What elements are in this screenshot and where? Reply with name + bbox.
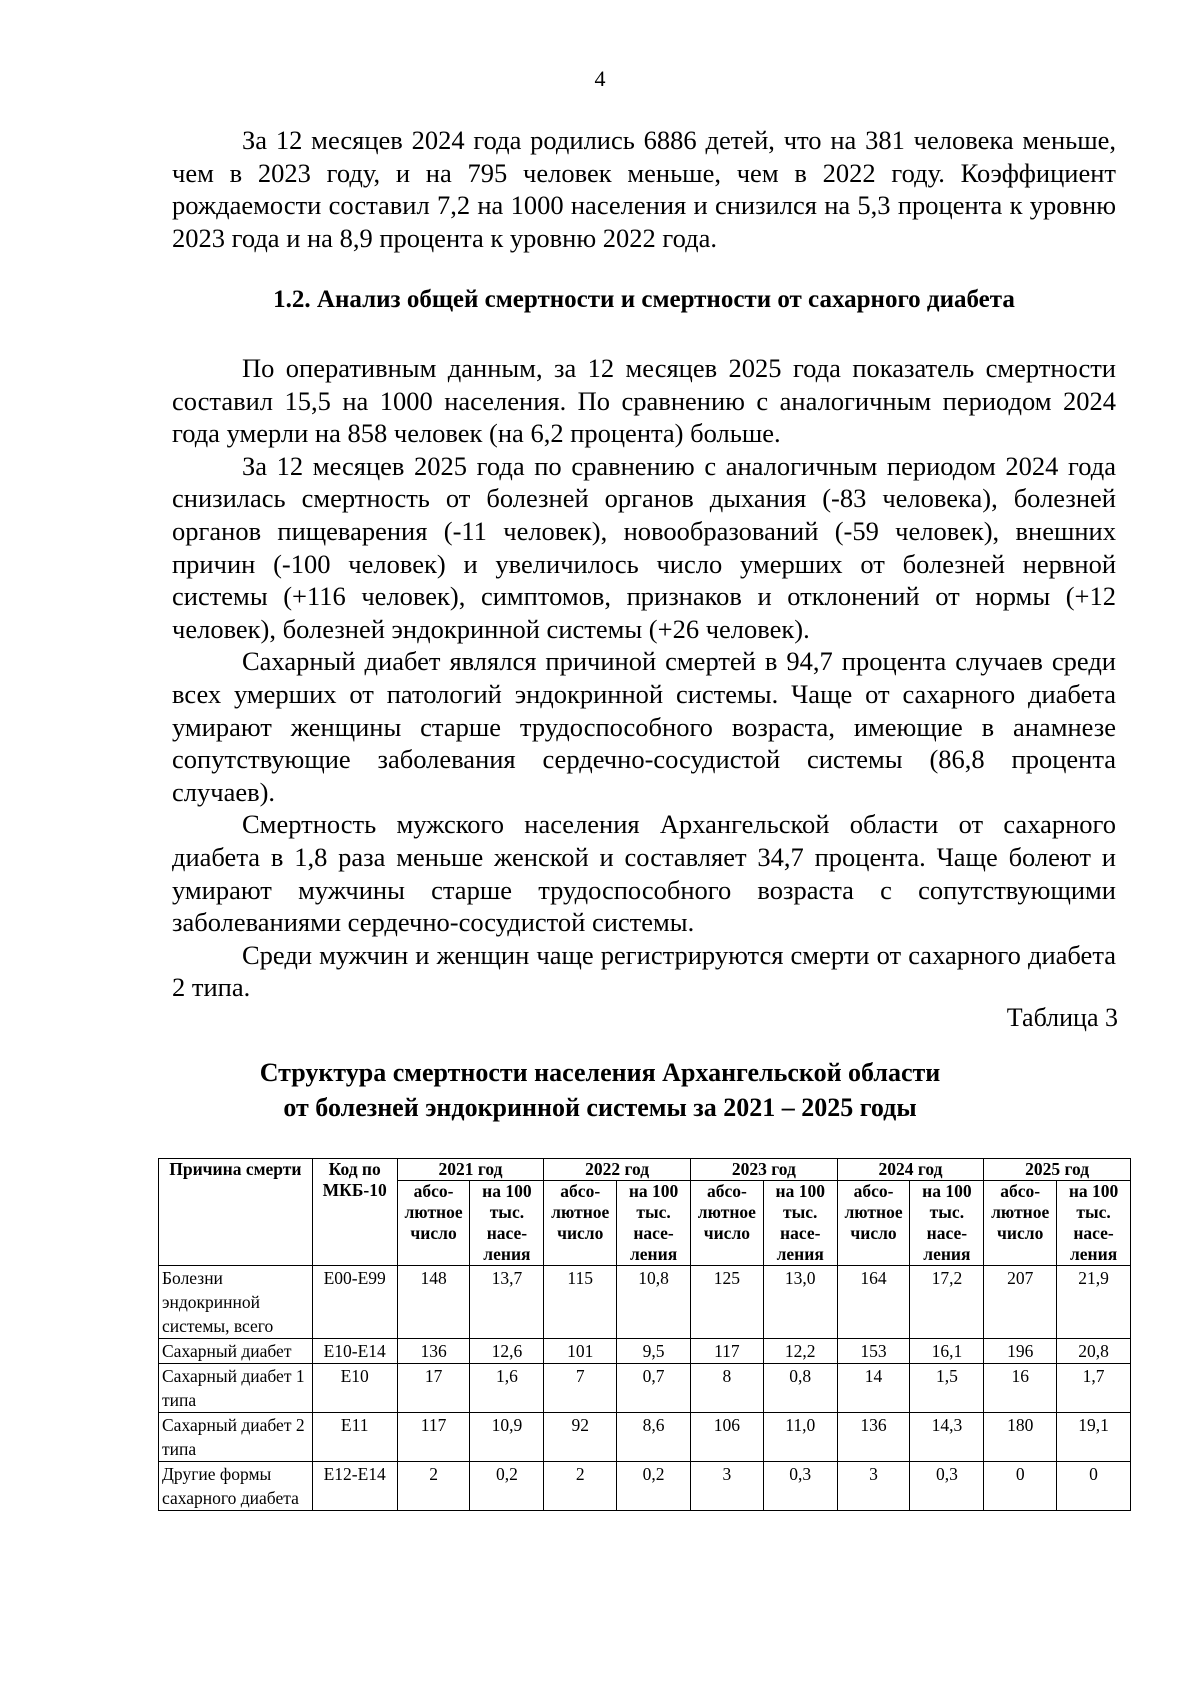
cause-cell: Болезни эндокринной системы, всего (159, 1266, 313, 1339)
value-cell: 101 (544, 1339, 617, 1364)
intro-text (172, 124, 1116, 254)
header-absolute: абсо-лютное число (690, 1181, 763, 1266)
header-code: Код по МКБ-10 (312, 1159, 397, 1266)
value-cell: 153 (837, 1339, 910, 1364)
value-cell: 125 (690, 1266, 763, 1339)
value-cell: 16 (984, 1364, 1057, 1413)
value-cell: 115 (544, 1266, 617, 1339)
header-rate: на 100 тыс. насе-ления (470, 1181, 544, 1266)
value-cell: 0,7 (617, 1364, 691, 1413)
value-cell: 106 (690, 1413, 763, 1462)
header-absolute: абсо-лютное число (397, 1181, 470, 1266)
table-title (0, 1055, 1200, 1125)
value-cell: 0,8 (763, 1364, 837, 1413)
code-cell: Е10 (312, 1364, 397, 1413)
value-cell: 1,7 (1057, 1364, 1131, 1413)
paragraph: За 12 месяцев 2025 года по сравнению с аналогичным периодом 2024 года снизилась смертность от болезней органов дыхания (-83 человека), болезней органов пищеварения (-11 человек), новообразований (-59 человек), внешних причин (-100 человек) и увеличилось число умерших от болезней нервной системы (+116 человек), симптомов, признаков и отклонений от нормы (+12 человек), болезней эндокринной системы (+26 человек). (172, 450, 1116, 644)
paragraph: Смертность мужского населения Архангельской области от сахарного диабета в 1,8 раза меньше женской и составляет 34,7 процента. Чаще болеют и умирают мужчины старше трудоспособного возраста с сопутствующими заболеваниями сердечно-сосудистой системы. (172, 809, 1116, 938)
table-row (159, 1413, 1131, 1462)
header-absolute: абсо-лютное число (984, 1181, 1057, 1266)
value-cell: 1,5 (910, 1364, 984, 1413)
paragraph: За 12 месяцев 2024 года родились 6886 детей, что на 381 человека меньше, чем в 2023 году, и на 795 человек меньше, чем в 2022 году. Коэффициент рождаемости составил 7,2 на 1000 населения и снизился на 5,3 процента к уровню 2023 года и на 8,9 процента к уровню 2022 года. (172, 125, 1116, 253)
header-year: 2024 год (837, 1159, 984, 1181)
code-cell: Е11 (312, 1413, 397, 1462)
header-year: 2021 год (397, 1159, 544, 1181)
table-row (159, 1364, 1131, 1413)
header-year: 2022 год (544, 1159, 691, 1181)
value-cell: 0 (1057, 1462, 1131, 1511)
header-absolute: абсо-лютное число (544, 1181, 617, 1266)
table-title-line: Структура смертности населения Архангельской области (259, 1058, 941, 1087)
value-cell: 1,6 (470, 1364, 544, 1413)
header-absolute: абсо-лютное число (837, 1181, 910, 1266)
cause-cell: Сахарный диабет 2 типа (159, 1413, 313, 1462)
table-row (159, 1339, 1131, 1364)
value-cell: 12,2 (763, 1339, 837, 1364)
value-cell: 148 (397, 1266, 470, 1339)
header-cause: Причина смерти (159, 1159, 313, 1266)
value-cell: 0,2 (470, 1462, 544, 1511)
value-cell: 14 (837, 1364, 910, 1413)
value-cell: 19,1 (1057, 1413, 1131, 1462)
value-cell: 0,3 (910, 1462, 984, 1511)
value-cell: 8,6 (617, 1413, 691, 1462)
value-cell: 20,8 (1057, 1339, 1131, 1364)
header-year: 2025 год (984, 1159, 1131, 1181)
table-title-line: от болезней эндокринной системы за 2021 – 2025 годы (283, 1093, 917, 1122)
body-text (172, 352, 1116, 1004)
cause-cell: Сахарный диабет (159, 1339, 313, 1364)
cause-cell: Другие формы сахарного диабета (159, 1462, 313, 1511)
code-cell: Е12-Е14 (312, 1462, 397, 1511)
value-cell: 17,2 (910, 1266, 984, 1339)
header-rate: на 100 тыс. насе-ления (617, 1181, 691, 1266)
paragraph: Среди мужчин и женщин чаще регистрируются смерти от сахарного диабета 2 типа. (172, 939, 1116, 1003)
value-cell: 3 (837, 1462, 910, 1511)
value-cell: 21,9 (1057, 1266, 1131, 1339)
value-cell: 13,0 (763, 1266, 837, 1339)
table-row (159, 1462, 1131, 1511)
cause-cell: Сахарный диабет 1 типа (159, 1364, 313, 1413)
section-heading: 1.2. Анализ общей смертности и смертности от сахарного диабета (273, 286, 1015, 313)
code-cell: Е00-Е99 (312, 1266, 397, 1339)
value-cell: 207 (984, 1266, 1057, 1339)
value-cell: 2 (397, 1462, 470, 1511)
table-header-row (159, 1159, 1131, 1181)
value-cell: 7 (544, 1364, 617, 1413)
value-cell: 117 (690, 1339, 763, 1364)
value-cell: 10,9 (470, 1413, 544, 1462)
value-cell: 180 (984, 1413, 1057, 1462)
value-cell: 17 (397, 1364, 470, 1413)
value-cell: 0,3 (763, 1462, 837, 1511)
value-cell: 14,3 (910, 1413, 984, 1462)
value-cell: 3 (690, 1462, 763, 1511)
value-cell: 16,1 (910, 1339, 984, 1364)
value-cell: 136 (397, 1339, 470, 1364)
value-cell: 92 (544, 1413, 617, 1462)
value-cell: 136 (837, 1413, 910, 1462)
header-rate: на 100 тыс. насе-ления (1057, 1181, 1131, 1266)
code-cell: Е10-Е14 (312, 1339, 397, 1364)
paragraph: Сахарный диабет являлся причиной смертей в 94,7 процента случаев среди всех умерших от патологий эндокринной системы. Чаще от сахарного диабета умирают женщины старше трудоспособного возраста, имеющие в анамнезе сопутствующие заболевания сердечно-сосудистой системы (86,8 процента случаев). (172, 646, 1116, 807)
value-cell: 0 (984, 1462, 1057, 1511)
value-cell: 0,2 (617, 1462, 691, 1511)
value-cell: 164 (837, 1266, 910, 1339)
table-row (159, 1266, 1131, 1339)
page-number: 4 (594, 66, 606, 91)
value-cell: 117 (397, 1413, 470, 1462)
value-cell: 9,5 (617, 1339, 691, 1364)
header-rate: на 100 тыс. насе-ления (910, 1181, 984, 1266)
value-cell: 196 (984, 1339, 1057, 1364)
mortality-table (158, 1158, 1131, 1511)
paragraph: По оперативным данным, за 12 месяцев 2025 года показатель смертности составил 15,5 на 1000 населения. По сравнению с аналогичным периодом 2024 года умерли на 858 человек (на 6,2 процента) больше. (172, 353, 1116, 449)
header-year: 2023 год (690, 1159, 837, 1181)
header-rate: на 100 тыс. насе-ления (763, 1181, 837, 1266)
value-cell: 2 (544, 1462, 617, 1511)
value-cell: 13,7 (470, 1266, 544, 1339)
value-cell: 12,6 (470, 1339, 544, 1364)
value-cell: 8 (690, 1364, 763, 1413)
table-label: Таблица 3 (1006, 1003, 1118, 1032)
value-cell: 10,8 (617, 1266, 691, 1339)
value-cell: 11,0 (763, 1413, 837, 1462)
